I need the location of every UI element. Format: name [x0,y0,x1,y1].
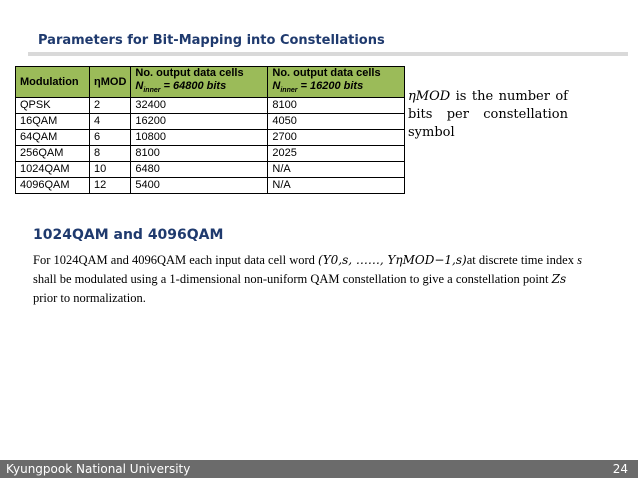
eta-mod-symbol: ηMOD [408,89,451,104]
table-row [16,130,405,146]
paragraph-text-4: prior to normalization. [33,291,146,305]
cell-64800: 6480 [131,162,268,178]
paragraph-text-1: For 1024QAM and 4096QAM each input data cell word [33,253,319,267]
header-eta-mod: ηMOD [90,67,131,98]
cell-eta: 2 [90,98,131,114]
footer-institution: Kyungpook National University [6,462,191,476]
title-underline [28,52,628,56]
cell-16200: 4050 [268,114,405,130]
cell-eta: 4 [90,114,131,130]
cell-modulation: 4096QAM [16,178,90,194]
cell-eta: 6 [90,130,131,146]
constellation-point-var: Zs [551,272,567,286]
time-index-var: s [577,253,582,267]
cell-modulation: 16QAM [16,114,90,130]
header-cells-16200-title: No. output data cells [272,67,381,79]
header-cells-64800-title: No. output data cells [135,67,244,79]
footer-bar [0,460,638,478]
paragraph-text-2: at discrete time index [466,253,578,267]
cell-word-expression: (Y0,s, ……, YηMOD−1,s) [318,253,467,267]
header-cells-16200 [268,67,405,98]
eta-mod-definition-note [408,88,568,142]
cell-modulation: 64QAM [16,130,90,146]
cell-16200: N/A [268,162,405,178]
cell-16200: N/A [268,178,405,194]
header-cells-64800-formula: $N_{inner} = 64800$ bits [135,80,227,95]
cell-16200: 8100 [268,98,405,114]
cell-64800: 32400 [131,98,268,114]
header-cells-64800 [131,67,268,98]
bit-mapping-parameters-table [15,66,405,194]
cell-16200: 2700 [268,130,405,146]
table-row [16,178,405,194]
cell-16200: 2025 [268,146,405,162]
cell-64800: 16200 [131,114,268,130]
page-number: 24 [612,462,628,476]
cell-eta: 10 [90,162,131,178]
section-heading: 1024QAM and 4096QAM [33,227,224,243]
table-row [16,146,405,162]
cell-eta: 8 [90,146,131,162]
slide-title: Parameters for Bit-Mapping into Constellations [38,33,385,48]
table-row [16,162,405,178]
table-row [16,98,405,114]
section-paragraph [33,251,593,308]
cell-64800: 10800 [131,130,268,146]
table-row [16,114,405,130]
eta-mod-definition-text: is the number of bits per constellation symbol [408,89,568,140]
cell-64800: 5400 [131,178,268,194]
cell-modulation: 256QAM [16,146,90,162]
cell-64800: 8100 [131,146,268,162]
cell-modulation: 1024QAM [16,162,90,178]
cell-modulation: QPSK [16,98,90,114]
header-modulation: Modulation [16,67,90,98]
cell-eta: 12 [90,178,131,194]
table-header-row [16,67,405,98]
header-cells-16200-formula: $N_{inner} = 16200$ bits [272,80,364,95]
paragraph-text-3: shall be modulated using a 1-dimensional non-uniform QAM constellation to give a constellation point [33,272,552,286]
